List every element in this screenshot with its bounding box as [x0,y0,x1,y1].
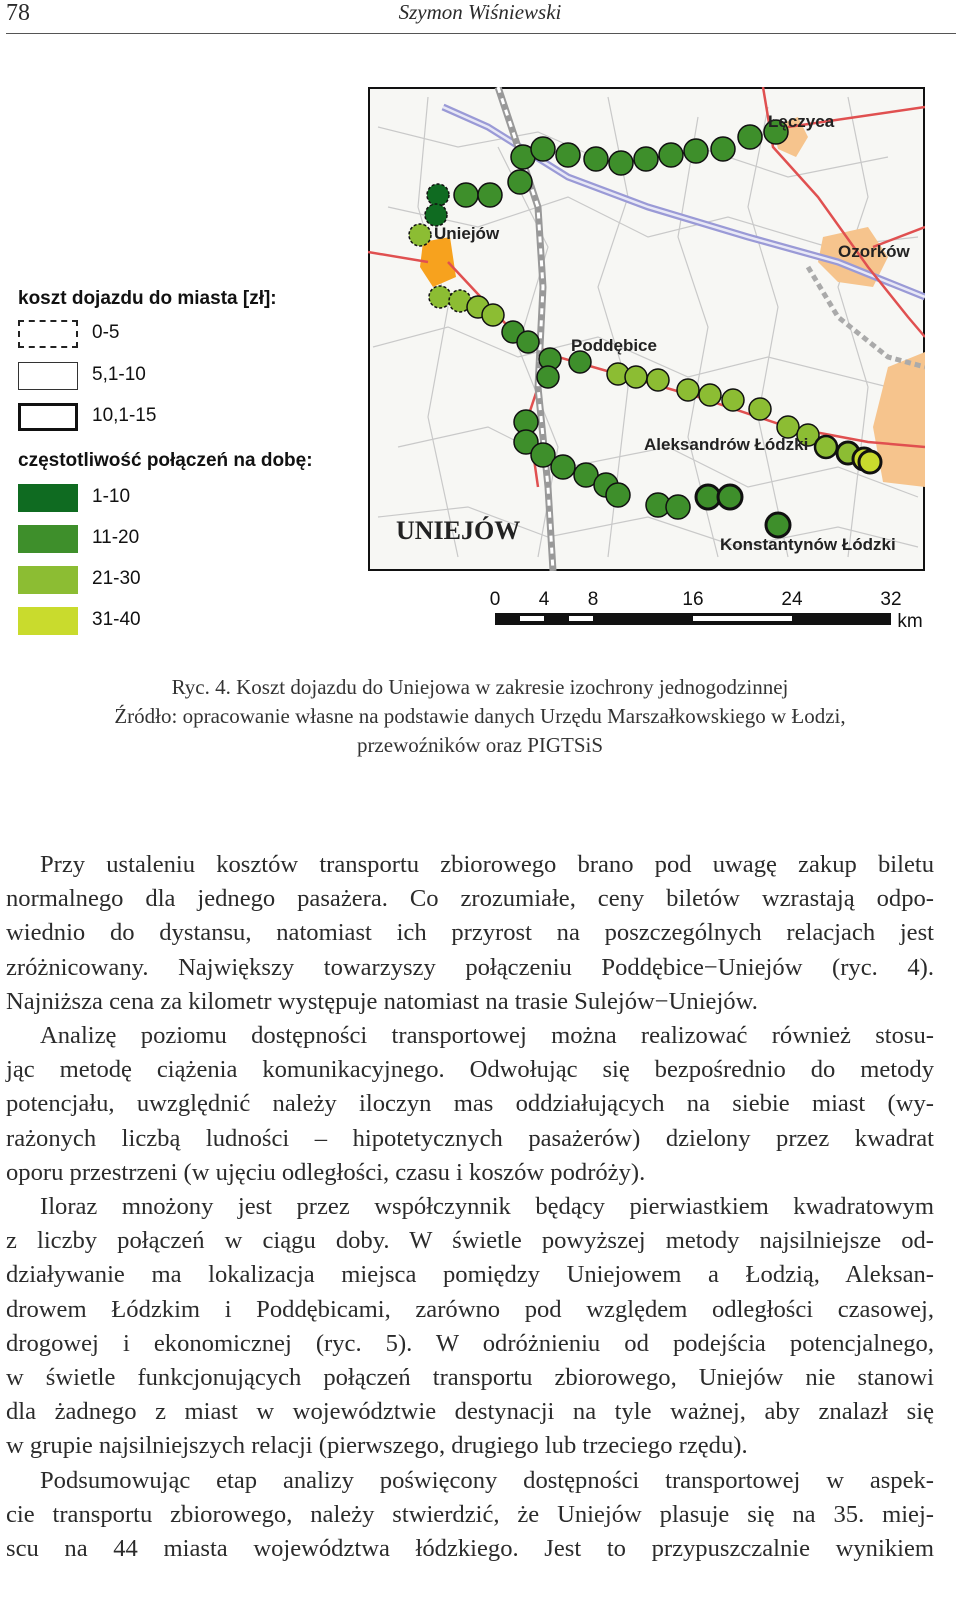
text-line: w grupie najsilniejszych relacji (pierwszego, drugiego lub trzeciego rzędu). [6,1432,748,1460]
text-line: zróżnicowany. Największy towarzyszy połączeniu Poddębice−Uniejów (ryc. 4). [6,953,934,981]
text-line: Analizę poziomu dostępności transportowej można realizować również stosu- [40,1022,934,1050]
text-line: normalnego dla jednego pasażera. Co zrozumiałe, ceny biletów wzrastają odpo- [6,885,934,913]
map-svg [368,87,925,571]
page-header [0,0,960,34]
page-number: 78 [6,0,30,26]
scale-bar [480,585,940,635]
label-aleksandrow: Aleksandrów Łódzki [644,435,809,454]
scale-tick-label: 16 [682,589,704,610]
text-line: Najniższa cena za kilometr występuje natomiast na trasie Sulejów−Uniejów. [6,987,758,1015]
color-swatch [18,566,78,594]
text-line: w świetle funkcjonujących połączeń transportu zbiorowego, Uniejów nie stanowi [6,1364,934,1392]
scale-tick-label: 24 [781,589,803,610]
text-line: Podsumowując etap analizy poświęcony dostępności transportowej w aspek- [40,1466,934,1494]
text-line: działywanie ma lokalizacja miejsca pomiędzy Uniejowem a Łodzią, Aleksan- [6,1261,934,1289]
legend-label: 1-10 [92,486,131,507]
text-line: drowem Łódzkim i Poddębicami, zarówno pod względem odległości czasowej, [6,1295,934,1323]
label-poddebice: Poddębice [571,336,657,355]
district-label: UNIEJÓW [396,516,521,545]
text-line: wiednio do dystansu, natomiast ich przyrost na poszczególnych relacjach jest [6,919,934,947]
caption-source-line: przewoźników oraz PIGTSiS [356,733,604,757]
label-uniejow: Uniejów [434,224,500,243]
label-leczyca: Łęczyca [768,112,835,131]
thin-border-swatch [18,362,78,390]
dashed-border-swatch [18,320,78,348]
text-line: oporu przestrzeni (w ujęciu odległości, czasu i koszów podróży). [6,1158,646,1186]
scale-tick-label: 32 [880,589,902,610]
scale-tick-label: 8 [587,589,599,610]
text-line: cie transportu zbiorowego, należy stwierdzić, że Uniejów plasuje się na 35. miej- [6,1500,934,1528]
caption-line: Ryc. 4. Koszt dojazdu do Uniejowa w zakresie izochrony jednogodzinnej [171,675,789,699]
text-line: potencjału, uwzględnić należy iloczyn mas oddziałujących na siebie miast (wy- [6,1090,934,1118]
scale-tick-label: 0 [489,589,501,610]
color-swatch [18,607,78,635]
text-line: rażonych liczbą ludności – hipotetycznych pasażerów) dzielony przez kwadrat [6,1124,934,1152]
legend-label: 21-30 [92,568,141,589]
legend-frequency-title: częstotliwość połączeń na dobę: [18,450,313,471]
legend-label: 11-20 [92,527,140,548]
running-head-author: Szymon Wiśniewski [398,0,562,24]
header-rule [6,33,956,34]
text-line: z liczby połączeń w ciągu doby. W świetle powyższej metody najsilniejsze od- [6,1227,934,1255]
text-line: dla żadnego z miast w województwie destynacji na tyle ważnej, aby znalazł się [6,1398,934,1426]
text-line: Iloraz mnożony jest przez współczynnik będący pierwiastkiem kwadratowym [40,1193,934,1221]
body-text [6,848,934,1566]
scale-tick-label: 4 [538,589,550,610]
legend-label: 0-5 [92,322,120,343]
label-konstantynow: Konstantynów Łódzki [720,535,896,554]
legend-label: 5,1-10 [92,364,146,385]
label-ozorkow: Ozorków [838,242,910,261]
color-swatch [18,525,78,553]
caption-source-line: Źródło: opracowanie własne na podstawie danych Urzędu Marszałkowskiego w Łodzi, [114,704,846,728]
color-swatch [18,484,78,512]
text-line: scu na 44 miasta województwa łódzkiego. Jest to przypuszczalnie wynikiem [6,1535,934,1563]
text-line: Przy ustaleniu kosztów transportu zbiorowego brano pod uwagę zakup biletu [40,851,934,878]
scale-unit: km [897,611,923,632]
scale-bar-segments [495,613,891,625]
legend-cost-title: koszt dojazdu do miasta [zł]: [18,288,277,309]
legend-label: 10,1-15 [92,405,157,426]
figure-caption [0,673,960,760]
text-line: jąc metodę ciążenia komunikacyjnego. Odwołując się bezpośrednio do metody [6,1056,934,1084]
isochrone-map [368,87,925,571]
thick-border-swatch [18,403,78,431]
text-line: drogowej i ekonomicznej (ryc. 5). W odróżnieniu od podejścia potencjalnego, [6,1329,934,1357]
legend-label: 31-40 [92,609,141,630]
